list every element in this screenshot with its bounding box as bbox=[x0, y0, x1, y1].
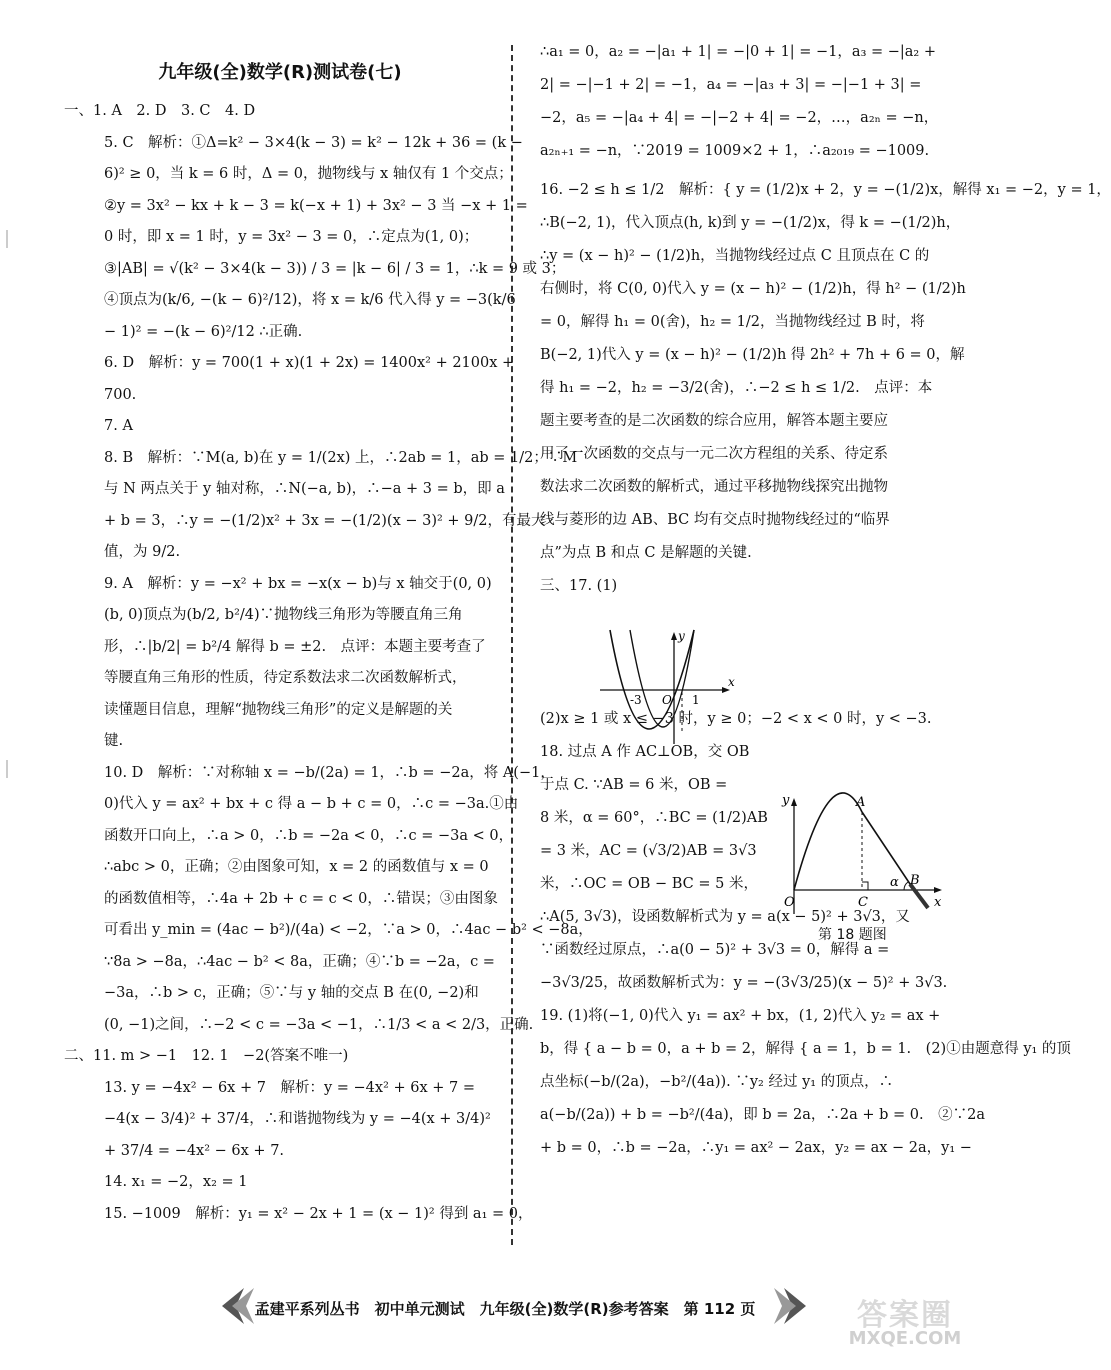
watermark bbox=[826, 1290, 984, 1352]
x-axis-label: x bbox=[934, 895, 942, 910]
point-A-label: A bbox=[856, 795, 866, 810]
answer-line: = 0，解得 h₁ = 0(舍)，h₂ = 1/2，当抛物线经过 B 时，将 bbox=[540, 314, 925, 330]
y-axis-arrow-icon bbox=[791, 798, 797, 806]
watermark-url: MXQE.COM bbox=[848, 1328, 962, 1349]
answer-line: 700. bbox=[104, 386, 137, 403]
answer-line: 18. 过点 A 作 AC⊥OB，交 OB bbox=[540, 744, 750, 760]
answer-line: 读懂题目信息，理解“抛物线三角形”的定义是解题的关 bbox=[104, 701, 453, 718]
parabola-curve-2 bbox=[630, 630, 694, 727]
figure18-caption: 第 18 题图 bbox=[818, 927, 887, 943]
answer-line: 题主要考查的是二次函数的综合应用，解答本题主要应 bbox=[540, 413, 888, 429]
scan-edge-mark bbox=[6, 230, 8, 248]
answer-line: ②y = 3x² − kx + k − 3 = k(−x + 1) + 3x² − 3 当 −x + 1 = bbox=[104, 197, 528, 214]
answer-line: B(−2, 1)代入 y = (x − h)² − (1/2)h 得 2h² + 7h + 6 = 0，解 bbox=[540, 347, 965, 363]
answer-line: + b = 0，∴b = −2a，∴y₁ = ax² − 2ax，y₂ = ax − 2a，y₁ − bbox=[540, 1140, 972, 1156]
answer-line: 与 N 两点关于 y 轴对称，∴N(−a, b)，∴−a + 3 = b，即 a bbox=[104, 481, 505, 497]
answer-line: 0)代入 y = ax² + bx + c 得 a − b + c = 0，∴c = −3a.①由 bbox=[104, 796, 519, 812]
answer-line: −2，a₅ = −|a₄ + 4| = −|−2 + 4| = −2，…，a₂ₙ = −n， bbox=[540, 110, 939, 126]
segment-AB bbox=[862, 812, 914, 890]
angle-arc bbox=[904, 882, 908, 890]
answer-line: 于点 C. ∵AB = 6 米，OB = bbox=[540, 777, 728, 793]
answer-line: 键. bbox=[104, 733, 124, 749]
y-axis-arrow-icon bbox=[671, 632, 677, 640]
tick-label: 1 bbox=[692, 693, 700, 707]
answer-line: ∴abc > 0，正确；②由图象可知，x = 2 的函数值与 x = 0 bbox=[104, 859, 489, 875]
arch-curve bbox=[794, 793, 862, 890]
answer-line: −3a，∴b > c，正确；⑤∵与 y 轴的交点 B 在(0, −2)和 bbox=[104, 985, 479, 1001]
answer-line: 的函数值相等，∴4a + 2b + c = c < 0，∴错误；③由图象 bbox=[104, 890, 498, 907]
answer-line: 三、17. (1) bbox=[540, 578, 618, 594]
answer-line: 15. −1009 解析：y₁ = x² − 2x + 1 = (x − 1)² 得到 a₁ = 0， bbox=[104, 1205, 533, 1222]
answer-line: ∴a₁ = 0，a₂ = −|a₁ + 1| = −|0 + 1| = −1，a₃ = −|a₂ + bbox=[540, 44, 936, 60]
answer-line: 形，∴|b/2| = b²/4 解得 b = ±2. 点评：本题主要考查了 bbox=[104, 638, 486, 655]
answer-line: (b, 0)顶点为(b/2, b²/4)∵抛物线三角形为等腰直角三角 bbox=[104, 607, 463, 623]
point-O-label: O bbox=[784, 895, 795, 910]
answer-line: 7. A bbox=[104, 418, 133, 434]
answer-line: ∵8a > −8a，∴4ac − b² < 8a，正确；④∵b = −2a，c = bbox=[104, 953, 495, 970]
right-angle-mark bbox=[862, 882, 868, 890]
answer-line: b，得 { a − b = 0，a + b = 2，解得 { a = 1，b = 1. (2)①由题意得 y₁ 的顶 bbox=[540, 1041, 1071, 1057]
answer-line: 用了一次函数的交点与一元二次方程组的关系、待定系 bbox=[540, 446, 888, 462]
answer-line: 0 时，即 x = 1 时，y = 3x² − 3 = 0，∴定点为(1, 0)； bbox=[104, 229, 479, 245]
answer-line: −4(x − 3/4)² + 37/4，∴和谐抛物线为 y = −4(x + 3/4)² bbox=[104, 1111, 491, 1127]
answer-line: 10. D 解析：∵对称轴 x = −b/(2a) = 1，∴b = −2a，将 A(−1， bbox=[104, 764, 555, 781]
origin-label: O bbox=[662, 693, 672, 707]
x-axis-arrow-icon bbox=[934, 887, 942, 893]
answer-line: = 3 米，AC = (√3/2)AB = 3√3 bbox=[540, 843, 757, 859]
answer-line: 二、11. m > −1 12. 1 −2(答案不唯一) bbox=[64, 1048, 349, 1064]
answer-line: ∴A(5, 3√3)，设函数解析式为 y = a(x − 5)² + 3√3，又 bbox=[540, 909, 910, 925]
answer-line: 19. (1)将(−1, 0)代入 y₁ = ax² + bx，(1, 2)代入 y₂ = ax + bbox=[540, 1008, 941, 1024]
answer-line: ∴B(−2, 1)，代入顶点(h, k)到 y = −(1/2)x，得 k = −(1/2)h， bbox=[540, 215, 961, 231]
point-B-label: B bbox=[910, 873, 920, 888]
answer-line: 等腰直角三角形的性质，待定系数法求二次函数解析式， bbox=[104, 670, 467, 686]
answer-line: a₂ₙ₊₁ = −n，∵2019 = 1009×2 + 1，∴a₂₀₁₉ = −1009. bbox=[540, 143, 930, 159]
answer-line: 14. x₁ = −2，x₂ = 1 bbox=[104, 1174, 248, 1190]
parabola-curve-1 bbox=[610, 630, 694, 729]
y-axis-label: y bbox=[678, 629, 685, 643]
answer-line: 一、1. A 2. D 3. C 4. D bbox=[64, 103, 256, 119]
answer-line: − 1)² = −(k − 6)²/12 ∴正确. bbox=[104, 323, 303, 340]
page-title: 九年级(全)数学(R)测试卷(七) bbox=[158, 62, 402, 83]
answer-line: 右侧时，将 C(0, 0)代入 y = (x − h)² − (1/2)h，得 h² − (1/2)h bbox=[540, 281, 966, 297]
answer-line: 线与菱形的边 AB、BC 均有交点时抛物线经过的“临界 bbox=[540, 512, 890, 528]
answer-line: 6)² ≥ 0，当 k = 6 时，Δ = 0，抛物线与 x 轴仅有 1 个交点； bbox=[104, 166, 513, 182]
figure18-graph bbox=[778, 792, 948, 922]
answer-line: 米，∴OC = OB − BC = 5 米， bbox=[540, 876, 758, 892]
answer-line: 2| = −|−1 + 2| = −1，a₄ = −|a₃ + 3| = −|−1 + 3| = bbox=[540, 77, 922, 93]
answer-line: 13. y = −4x² − 6x + 7 解析：y = −4x² + 6x + 7 = bbox=[104, 1079, 476, 1096]
watermark-logo: 答案圈 bbox=[857, 1298, 953, 1333]
answer-line: (0, −1)之间，∴−2 < c = −3a < −1，∴1/3 < a < 2/3，正确. bbox=[104, 1016, 534, 1033]
answer-line: 数法求二次函数的解析式，通过平移抛物线探究出抛物 bbox=[540, 479, 888, 495]
answer-line: ④顶点为(k/6, −(k − 6)²/12)，将 x = k/6 代入得 y = −3(k/6 bbox=[104, 292, 516, 308]
answer-line: ∴y = (x − h)² − (1/2)h，当抛物线经过点 C 且顶点在 C 的 bbox=[540, 248, 930, 264]
answer-line: 函数开口向上，∴a > 0，∴b = −2a < 0，∴c = −3a < 0， bbox=[104, 827, 514, 844]
answer-line: 点坐标(−b/(2a)，−b²/(4a)). ∵y₂ 经过 y₁ 的顶点，∴ bbox=[540, 1074, 894, 1090]
answer-line: 得 h₁ = −2，h₂ = −3/2(舍)，∴−2 ≤ h ≤ 1/2. 点评：本 bbox=[540, 380, 933, 396]
angle-alpha-label: α bbox=[890, 875, 899, 890]
column-divider bbox=[511, 45, 513, 1245]
point-C-label: C bbox=[858, 895, 868, 910]
answer-line: 8 米，α = 60°，∴BC = (1/2)AB bbox=[540, 810, 768, 826]
answer-line: a(−b/(2a)) + b = −b²/(4a)，即 b = 2a，∴2a + b = 0. ②∵2a bbox=[540, 1107, 986, 1123]
answer-line: −3√3/25，故函数解析式为：y = −(3√3/25)(x − 5)² + 3√3. bbox=[540, 975, 948, 991]
right-column bbox=[540, 36, 1111, 1165]
page-footer: 孟建平系列丛书 初中单元测试 九年级(全)数学(R)参考答案 第 112 页 bbox=[254, 1300, 756, 1318]
answer-line: 5. C 解析：①Δ=k² − 3×4(k − 3) = k² − 12k + 36 = (k − bbox=[104, 134, 523, 151]
answer-line: ③|AB| = √(k² − 3×4(k − 3)) / 3 = |k − 6| / 3 = 1，∴k = 9 或 3； bbox=[104, 260, 566, 277]
x-axis-label: x bbox=[728, 675, 735, 689]
answer-line: 6. D 解析：y = 700(1 + x)(1 + 2x) = 1400x² + 2100x + bbox=[104, 355, 515, 371]
answer-line: ∵函数经过原点，∴a(0 − 5)² + 3√3 = 0，解得 a = bbox=[540, 942, 890, 958]
figure17-graph bbox=[596, 628, 736, 746]
answer-line: 8. B 解析：∵M(a, b)在 y = 1/(2x) 上，∴2ab = 1，ab = 1/2；∵M bbox=[104, 449, 578, 466]
y-axis-label: y bbox=[782, 793, 790, 808]
answer-line: (2)x ≥ 1 或 x ≤ −3 时，y ≥ 0；−2 < x < 0 时，y < −3. bbox=[540, 711, 932, 727]
answer-line: + b = 3，∴y = −(1/2)x² + 3x = −(1/2)(x − 3)² + 9/2，有最大 bbox=[104, 512, 546, 529]
scan-edge-mark bbox=[6, 760, 8, 778]
answer-line: 可看出 y_min = (4ac − b²)/(4a) < −2，∵a > 0，∴4ac − b² < −8a， bbox=[104, 922, 593, 938]
tick-label: -3 bbox=[630, 693, 642, 707]
answer-line: 值，为 9/2. bbox=[104, 544, 181, 560]
answer-line: 点”为点 B 和点 C 是解题的关键. bbox=[540, 545, 752, 561]
answer-line: 9. A 解析：y = −x² + bx = −x(x − b)与 x 轴交于(0, 0) bbox=[104, 575, 492, 592]
right-arrow-icon bbox=[770, 1284, 814, 1328]
answer-line: + 37/4 = −4x² − 6x + 7. bbox=[104, 1142, 285, 1159]
answer-line: 16. −2 ≤ h ≤ 1/2 解析：{ y = (1/2)x + 2，y = −(1/2)x，解得 x₁ = −2，y = 1， bbox=[540, 182, 1111, 198]
